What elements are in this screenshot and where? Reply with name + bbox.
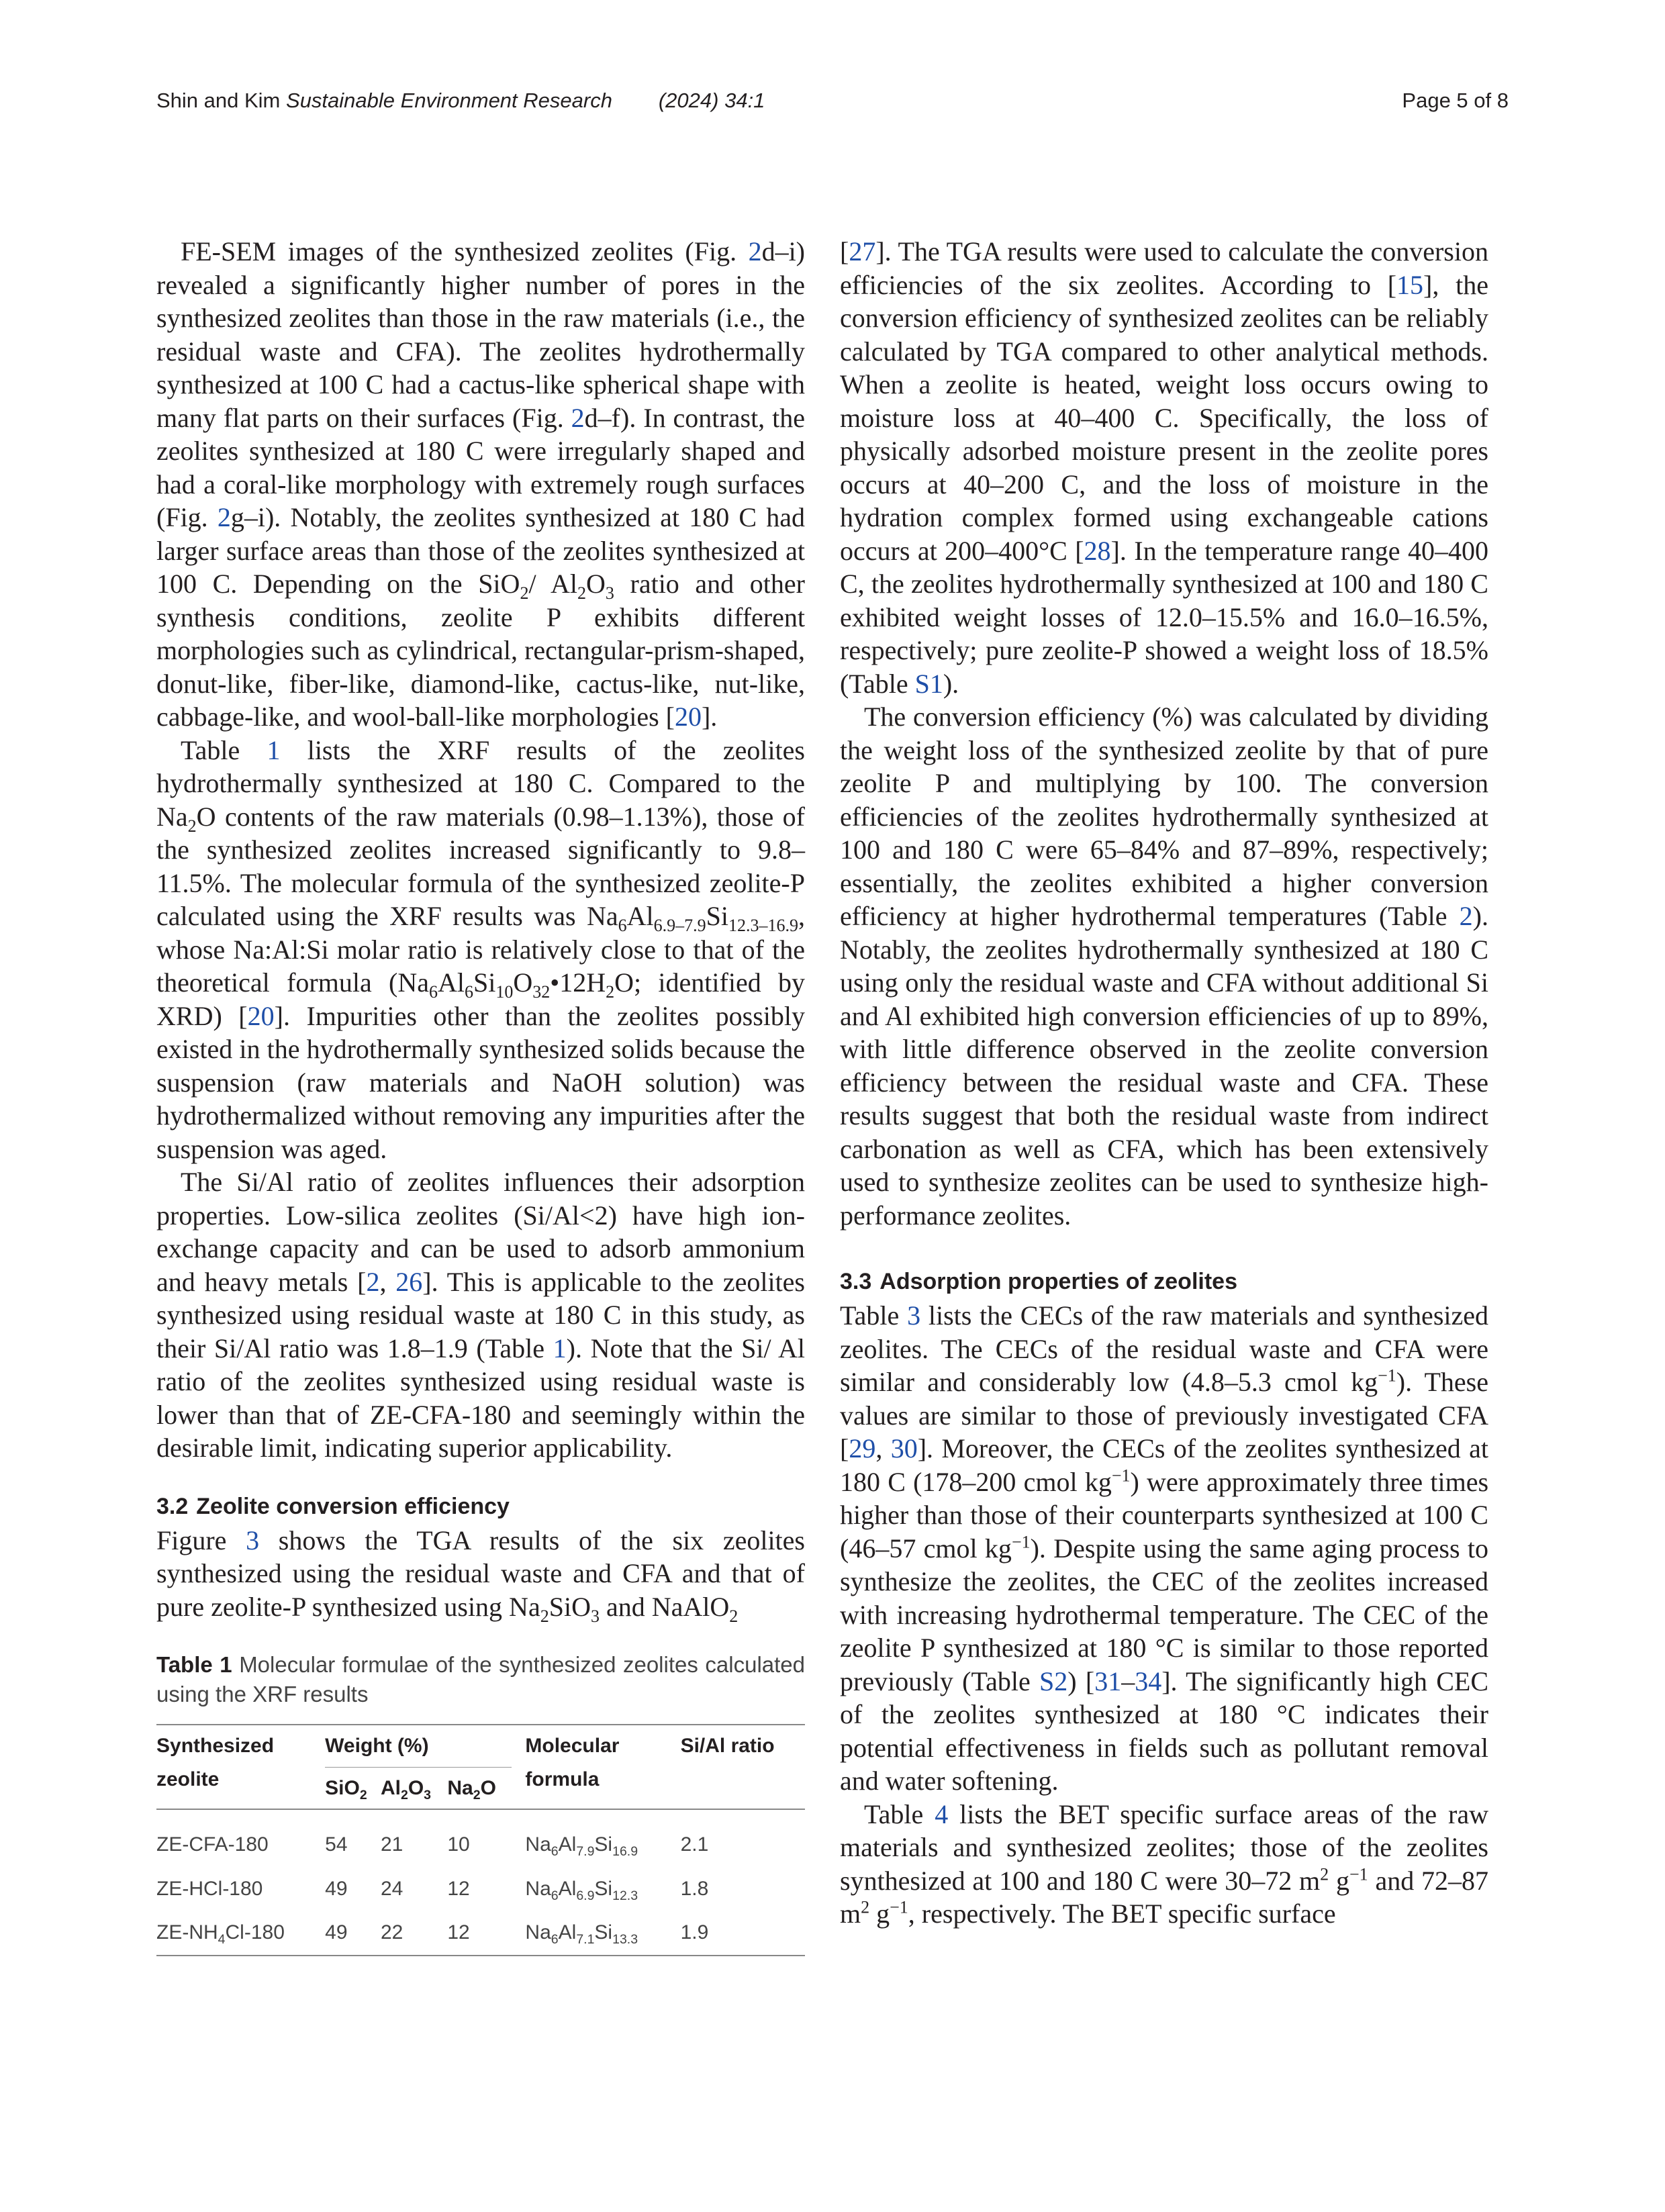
running-header: Shin and Kim Sustainable Environment Research (2024) 34:1 [156,89,765,112]
paragraph: [27]. The TGA results were used to calculate the conversion efficiencies of the six zeolites. According to [15], the conversion efficiency of synthesized zeolites can be reliably calculated by TGA compared to other analytical methods. When a zeolite is heated, weight loss occurs owing to moisture loss at 40–400 C. Specifically, the loss of physically adsorbed moisture present in the zeolite pores occurs at 40–200 C, and the loss of moisture in the hydration complex formed using exchangeable cations occurs at 200–400°C [28]. In the temperature range 40–400 C, the zeolites hydrothermally synthesized at 100 and 180 C exhibited weight losses of 12.0–15.5% and 16.0–16.5%, respectively; pure zeolite-P showed a weight loss of 18.5% (Table S1). [840,236,1488,699]
paragraph: Table 1 lists the XRF results of the zeolites hydrothermally synthesized at 180 C. Compared to the $Na_2O$ contents of the raw materials (0.98–1.13%), those of the synthesized zeolites increased significantly to 9.8–11.5%. The molecular formula of the synthesized zeolite-P calculated using the XRF results was $Na_6Al_{6.9-7.9}Si_{12.3-16.9}$, whose Na:Al:Si molar ratio is relatively close to that of the theoretical formula ($Na_6Al_6Si_{10}O_{32}•12H_2O$; identified by XRD) [20]. Impurities other than the zeolites possibly existed in the hydrothermally synthesized solids because the suspension (raw materials and NaOH solution) was hydrothermalized without removing any impurities after the suspension was aged. [156,734,806,1164]
table-caption: Table 1 Molecular formulae of the synthesized zeolites calculated using the XRF results [156,1652,806,1706]
col-header-weight: Weight (%) [325,1725,512,1767]
table-1 [156,1724,805,1956]
right-column [840,235,1488,1931]
paragraph: The conversion efficiency (%) was calculated by dividing the weight loss of the synthesized zeolite by that of pure zeolite P and multiplying by 100. The conversion efficiencies of the zeolites hydrothermally synthesized at 100 and 180 C were 65–84% and 87–89%, respectively; essentially, the zeolites exhibited a higher conversion efficiency at higher hydrothermal temperatures (Table 2). Notably, the zeolites hydrothermally synthesized at 180 C using only the residual waste and CFA without additional Si and Al exhibited high conversion efficiencies of up to 89%, with little difference observed in the zeolite conversion efficiency between the residual waste and CFA. These results suggest that both the residual waste from indirect carbonation as well as CFA, which has been extensively used to synthesize zeolites can be used to synthesize high-performance zeolites. [840,702,1488,1231]
col-header-formula: Molecular formula [525,1735,620,1790]
col-header-ratio: Si/Al ratio [680,1735,775,1757]
paragraph: Table 4 lists the BET specific surface areas of the raw materials and synthesized zeolites; those of the zeolites synthesized at 100 and 180 C were 30–72 $m^2$ $g^{-1}$ and 72–87 $m^2$ $g^{-1}$, respectively. The BET specific surface [840,1798,1489,1929]
col-header-zeolite: Synthesized zeolite [156,1735,275,1790]
table-row: ZE-HCl-180 49 24 12 $Na_6Al_{6.9}Si_{12.3}$ 1.8 [156,1877,709,1903]
paragraph: FE-SEM images of the synthesized zeolites (Fig. 2d–i) revealed a significantly higher number of pores in the synthesized zeolites than those in the raw materials (i.e., the residual waste and CFA). The zeolites hydrothermally synthesized at 100 C had a cactus-like spherical shape with many flat parts on their surfaces (Fig. 2d–f). In contrast, the zeolites synthesized at 180 C were irregularly shaped and had a coral-like morphology with extremely rough surfaces (Fig. 2g–i). Notably, the zeolites synthesized at 180 C had larger surface areas than those of the zeolites synthesized at 100 C. Depending on the SiO$_2$/ $Al_2O_3$ ratio and other synthesis conditions, zeolite P exhibits different morphologies such as cylindrical, rectangular-prism-shaped, donut-like, fiber-like, diamond-like, cactus-like, nut-like, cabbage-like, and wool-ball-like morphologies [20]. [156,236,806,732]
section-heading-3-2: 3.2 Zeolite conversion efficiency [156,1493,510,1519]
paragraph: Figure 3 shows the TGA results of the six zeolites synthesized using the residual waste and CFA and that of pure zeolite-P synthesized using $Na_2SiO_3$ and NaAlO$_2$ [156,1525,805,1626]
col-header-al2o3: $Al_2O_3$ [380,1776,432,1802]
col-header-na2o: $Na_2O$ [447,1776,496,1802]
left-column [156,235,805,1956]
table-row: $ZE-NH_4Cl-180$ 49 22 12 $Na_6Al_{7.1}Si_{13.3}$ 1.9 [156,1911,805,1956]
col-header-sio2: SiO$_2$ [325,1776,367,1802]
page-number: Page 5 of 8 [1402,89,1509,112]
table-row: ZE-CFA-180 54 21 10 $Na_6Al_{7.9}Si_{16.9}$ 2.1 [156,1833,709,1859]
paragraph: The Si/Al ratio of zeolites influences their adsorption properties. Low-silica zeolites (Si/Al<2) have high ion-exchange capacity and can be used to adsorb ammonium and heavy metals [2, 26]. This is applicable to the zeolites synthesized using residual waste at 180 C in this study, as their Si/Al ratio was 1.8–1.9 (Table 1). Note that the Si/ Al ratio of the zeolites synthesized using residual waste is lower than that of ZE-CFA-180 and seemingly within the desirable limit, indicating superior applicability. [156,1167,806,1463]
section-heading-3-3: 3.3 Adsorption properties of zeolites [840,1269,1237,1294]
paragraph: Table 3 lists the CECs of the raw materials and synthesized zeolites. The CECs of the residual waste and CFA were similar and considerably low (4.8–5.3 cmol $kg^{-1}$). These values are similar to those of previously investigated CFA [29, 30]. Moreover, the CECs of the zeolites synthesized at 180 C (178–200 cmol $kg^{-1}$) were approximately three times higher than those of their counterparts synthesized at 100 C (46–57 cmol $kg^{-1}$). Despite using the same aging process to synthesize the zeolites, the CEC of the zeolites increased with increasing hydrothermal temperature. The CEC of the zeolite P synthesized at 180 °C is similar to those reported previously (Table S2) [31–34]. The significantly high CEC of the zeolites synthesized at 180 °C indicates their potential effectiveness in fields such as pollutant removal and water softening. [840,1300,1489,1796]
